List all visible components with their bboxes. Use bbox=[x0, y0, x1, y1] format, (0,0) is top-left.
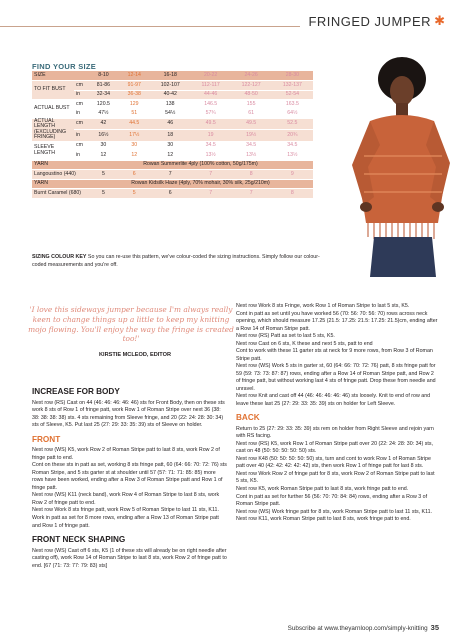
table-cell: 30 bbox=[150, 141, 191, 151]
table-cell: 8 bbox=[272, 189, 313, 199]
model-photo bbox=[340, 55, 453, 277]
paragraph: Cont to work with these 11 garter sts at neck for 9 more rows, from Row 3 of Roman Stripe patt. bbox=[236, 348, 433, 362]
table-cell: 36-38 bbox=[119, 90, 150, 100]
table-row bbox=[32, 141, 313, 151]
table-cell: 19½ bbox=[231, 130, 272, 141]
table-cell: 146.5 bbox=[191, 100, 231, 110]
row-label: YARN bbox=[32, 179, 88, 189]
row-label: ACTUAL BUST bbox=[32, 100, 74, 119]
table-cell: 51 bbox=[119, 109, 150, 119]
paragraph: Next row (WS) K5, work Row 2 of Roman Stripe patt to last 8 sts, work Row 2 of fringe patt to end. bbox=[32, 447, 220, 461]
table-cell: 30 bbox=[119, 141, 150, 151]
right-column bbox=[236, 303, 439, 524]
editor-quote: 'I love this sideways jumper because I'm always really keen to change things up a little to keep my knitting mojo flowing. You'll enjoy the way the fringe is created too!' bbox=[28, 305, 234, 344]
table-cell: 24-26 bbox=[231, 71, 272, 81]
row-label: TO FIT BUST bbox=[32, 81, 74, 100]
table-cell: 48-50 bbox=[231, 90, 272, 100]
table-row bbox=[32, 160, 313, 170]
subscribe-link[interactable]: Subscribe at www.theyarnloop.com/simply-knitting bbox=[287, 625, 428, 632]
colour-key-label: SIZING COLOUR KEY bbox=[32, 254, 87, 260]
table-cell: 122-127 bbox=[231, 81, 272, 91]
section-heading: FRONT NECK SHAPING bbox=[32, 535, 126, 545]
table-cell: 52-54 bbox=[272, 90, 313, 100]
table-cell: 7 bbox=[150, 170, 191, 180]
table-cell: 9 bbox=[272, 170, 313, 180]
table-cell: 138 bbox=[150, 100, 191, 110]
table-row bbox=[32, 90, 313, 100]
asterisk-icon: ✱ bbox=[434, 13, 445, 28]
paragraph: Next row Work Row 2 of fringe patt for 8 sts, work Row 2 of Roman Stripe patt to last 5 sts, K5. bbox=[236, 470, 435, 485]
table-row bbox=[32, 130, 313, 141]
table-cell: 13½ bbox=[191, 151, 231, 161]
unit-label: cm bbox=[74, 141, 88, 151]
table-cell: 19 bbox=[191, 130, 231, 141]
paragraph: Next row (RS) Patt as set to last 5 sts, K5. bbox=[236, 333, 335, 340]
paragraph: Next row (RS) K5, work Row 1 of Roman Stripe patt over 20 (22: 24: 28: 30: 34) sts, cast on 48 (50: 50: 50: 50: 50) sts. bbox=[236, 440, 433, 455]
paragraph: Cont on these sts in patt as set, working 8 sts fringe patt, 60 (64: 66: 70: 72: 76) sts Roman Stripe, and 5 sts garter st at shoulder until 57 (57: 71: 71: 85: 85) more rows have been worked, ending after a Row 3 of Roman Stripe patt and Row 1 of fringe patt. bbox=[32, 462, 227, 491]
table-cell: 64½ bbox=[272, 109, 313, 119]
paragraph: Next row Work 8 sts fringe patt, work Row 5 of Roman Stripe to last 11 sts, K11. bbox=[32, 507, 219, 514]
paragraph: Next row (WS) K11 (neck band), work Row 4 of Roman Stripe to last 8 sts, work Row 2 of fringe patt to end. bbox=[32, 492, 220, 506]
header-rule bbox=[0, 26, 300, 27]
unit-label: in bbox=[74, 90, 88, 100]
unit-label: in bbox=[74, 109, 88, 119]
table-cell: 132-137 bbox=[272, 81, 313, 91]
quote-author: KIRSTIE MCLEOD, EDITOR bbox=[99, 352, 171, 358]
table-cell: 6 bbox=[119, 170, 150, 180]
unit-label: cm bbox=[74, 81, 88, 91]
table-cell: 155 bbox=[231, 100, 272, 110]
table-cell: 12 bbox=[88, 151, 119, 161]
table-cell: 34.5 bbox=[272, 141, 313, 151]
table-cell: 8 bbox=[231, 170, 272, 180]
paragraph: Next row (WS) Cast off 6 sts, K5 (1 of these sts will already be on right needle after casting off), work Row 14 of Roman Stripe to last 8 sts, work Row 2 of fringe patt to end. [67 (71: 73: 77: 79: 83) sts] bbox=[32, 547, 227, 569]
table-cell: 28-30 bbox=[272, 71, 313, 81]
table-row bbox=[32, 170, 313, 180]
table-row bbox=[32, 119, 313, 130]
table-cell: 34.5 bbox=[231, 141, 272, 151]
row-label: SLEEVE LENGTH bbox=[32, 141, 74, 160]
table-row bbox=[32, 81, 313, 91]
left-column bbox=[32, 382, 228, 570]
table-cell: 5 bbox=[88, 189, 119, 199]
unit-label: in bbox=[74, 151, 88, 161]
table-cell: 32-34 bbox=[88, 90, 119, 100]
unit-label: cm bbox=[74, 100, 88, 110]
table-cell: 46 bbox=[150, 119, 191, 130]
paragraph: Next row K48 (50: 50: 50: 50: 50) sts, turn and cont to work Row 1 of Roman Stripe patt over 40 (42: 42: 42: 42: 42) sts, then work Row 1 of fringe patt for last 8 sts. bbox=[236, 455, 431, 470]
table-cell: 8-10 bbox=[88, 71, 119, 81]
table-row bbox=[32, 179, 313, 189]
yarn-name: Rowan Kidsilk Haze (4ply, 70% mohair, 30% silk, 25g/210m) bbox=[88, 179, 313, 189]
row-label: Burnt Caramel (680) bbox=[32, 189, 88, 199]
paragraph: Next row Cast on 6 sts, K these and next 5 sts, patt to end bbox=[236, 340, 373, 347]
table-cell: 44.5 bbox=[119, 119, 150, 130]
table-cell: 120.5 bbox=[88, 100, 119, 110]
table-cell: 112-117 bbox=[191, 81, 231, 91]
table-cell: 44-46 bbox=[191, 90, 231, 100]
sizing-colour-key bbox=[32, 254, 322, 269]
paragraph: Next row (WS) Work fringe patt for 8 sts, work Roman Stripe patt to last 11 sts, K11. bbox=[236, 508, 433, 515]
table-cell: 34.5 bbox=[191, 141, 231, 151]
table-cell: 16-18 bbox=[150, 71, 191, 81]
table-cell: 7 bbox=[191, 189, 231, 199]
model-illustration bbox=[340, 55, 453, 277]
paragraph: Next row (WS) Work 5 sts in garter st, 60 (64: 66: 70: 72: 76) patt, 8 sts fringe patt for 59 (59: 73: 73: 87: 87) rows, ending after a Row 14 of Roman Stripe patt, and Row 2 of fringe patt, but without working last 4 sts of fringe patt. Drop these from needle and unravel. bbox=[236, 363, 436, 392]
table-cell: 17½ bbox=[119, 130, 150, 141]
paragraph: Cont in patt as set for further 56 (56: 70: 70: 84: 84) rows, ending after a Row 3 of Roman Stripe patt. bbox=[236, 493, 428, 508]
table-cell: 18 bbox=[150, 130, 191, 141]
table-cell: 102-107 bbox=[150, 81, 191, 91]
page-header bbox=[0, 8, 453, 34]
table-cell: 7 bbox=[231, 189, 272, 199]
unit-label: cm bbox=[74, 119, 88, 130]
row-label: Langoustino (440) bbox=[32, 170, 88, 180]
table-cell: 13½ bbox=[272, 151, 313, 161]
table-cell: 40-42 bbox=[150, 90, 191, 100]
paragraph: Next row (RS) Cast on 44 (46: 46: 46: 46: 46) sts for Front Body, then on these sts work 8 sts of Row 1 of fringe patt, work Row 1 of Roman Stripe over next 36 (38: 38: 38: 38: 38) sts. 4 sts remaining from Sleeve fringe, and 20 (22: 24: 28: 30: 34) sts of Sleeve, K5. Put last 25 (27: 29: 33: 35: 39) sts of Sleeve on holder. bbox=[32, 399, 225, 429]
table-row bbox=[32, 189, 313, 199]
pattern-title: FRINGED JUMPER bbox=[308, 14, 431, 29]
table-cell: 20¾ bbox=[272, 130, 313, 141]
section-heading: INCREASE FOR BODY bbox=[32, 387, 120, 396]
table-cell: 7 bbox=[191, 170, 231, 180]
table-cell: 163.5 bbox=[272, 100, 313, 110]
table-row bbox=[32, 100, 313, 110]
table-cell: 129 bbox=[119, 100, 150, 110]
paragraph: Cont in patt as set until you have worked 56 (70: 56: 70: 56: 70) rows across neck opening, which should measure 17.25 (21.5: 17.25: 21.5: 17.25: 21.5)cm, ending after a Row 14 of Roman Stripe patt. bbox=[236, 310, 438, 332]
section-heading: FRONT bbox=[32, 434, 61, 444]
table-cell: 49.5 bbox=[191, 119, 231, 130]
table-cell: 12 bbox=[119, 151, 150, 161]
table-cell: 42 bbox=[88, 119, 119, 130]
yarn-name: Rowan Summerlite 4ply (100% cotton, 50g/175m) bbox=[88, 160, 313, 170]
paragraph: Return to 25 (27: 29: 33: 35: 39) sts rem on holder from Right Sleeve and rejoin yarn with RS facing. bbox=[236, 425, 434, 440]
paragraph: Next row K11, work Roman Stripe patt to last 8 sts, work fringe patt to end. bbox=[236, 516, 411, 523]
row-label: YARN bbox=[32, 160, 88, 170]
table-cell: 49.5 bbox=[231, 119, 272, 130]
page-footer bbox=[288, 623, 439, 632]
table-cell: 91-97 bbox=[119, 81, 150, 91]
table-cell: 5 bbox=[88, 170, 119, 180]
find-your-size-heading: FIND YOUR SIZE bbox=[32, 62, 97, 71]
table-cell: 13½ bbox=[231, 151, 272, 161]
table-row bbox=[32, 151, 313, 161]
row-label: ACTUAL LENGTH (EXCLUDING FRINGE) bbox=[32, 119, 74, 142]
size-label: SIZE bbox=[32, 71, 88, 81]
size-table bbox=[32, 71, 313, 199]
table-cell: 12-14 bbox=[119, 71, 150, 81]
table-cell: 6 bbox=[150, 189, 191, 199]
table-cell: 16½ bbox=[88, 130, 119, 141]
table-cell: 5 bbox=[119, 189, 150, 199]
colour-key-text: So you can re-use this pattern, we've colour-coded the sizing instructions. Simply follow our colour-coded measurements and you're off. bbox=[32, 254, 320, 268]
table-cell: 12 bbox=[150, 151, 191, 161]
paragraph: Next row Knit and cast off 44 (46: 46: 46: 46: 46) sts loosely. Knit to end of row and leave these last 25 (27: 29: 33: 35: 39) sts on holder for Left Sleeve. bbox=[236, 393, 431, 407]
page-number: 35 bbox=[430, 623, 439, 632]
paragraph: Next row K5, work Roman Stripe patt to last 8 sts, work fringe patt to end. bbox=[236, 485, 409, 492]
table-cell: 52.5 bbox=[272, 119, 313, 130]
table-cell: 20-22 bbox=[191, 71, 231, 81]
table-cell: 54½ bbox=[150, 109, 191, 119]
table-cell: 81-86 bbox=[88, 81, 119, 91]
paragraph: Work in patt as set for 8 more rows, ending after a Row 13 of Roman Stripe patt and Row 1 of fringe patt. bbox=[32, 514, 219, 529]
table-cell: 61 bbox=[231, 109, 272, 119]
table-cell: 30 bbox=[88, 141, 119, 151]
table-cell: 47½ bbox=[88, 109, 119, 119]
table-cell: 57¾ bbox=[191, 109, 231, 119]
table-row bbox=[32, 71, 313, 81]
unit-label: in bbox=[74, 130, 88, 141]
table-row bbox=[32, 109, 313, 119]
paragraph: Next row Work 8 sts Fringe, work Row 1 of Roman Stripe to last 5 sts, K5. bbox=[236, 303, 410, 309]
section-heading: BACK bbox=[236, 413, 260, 423]
